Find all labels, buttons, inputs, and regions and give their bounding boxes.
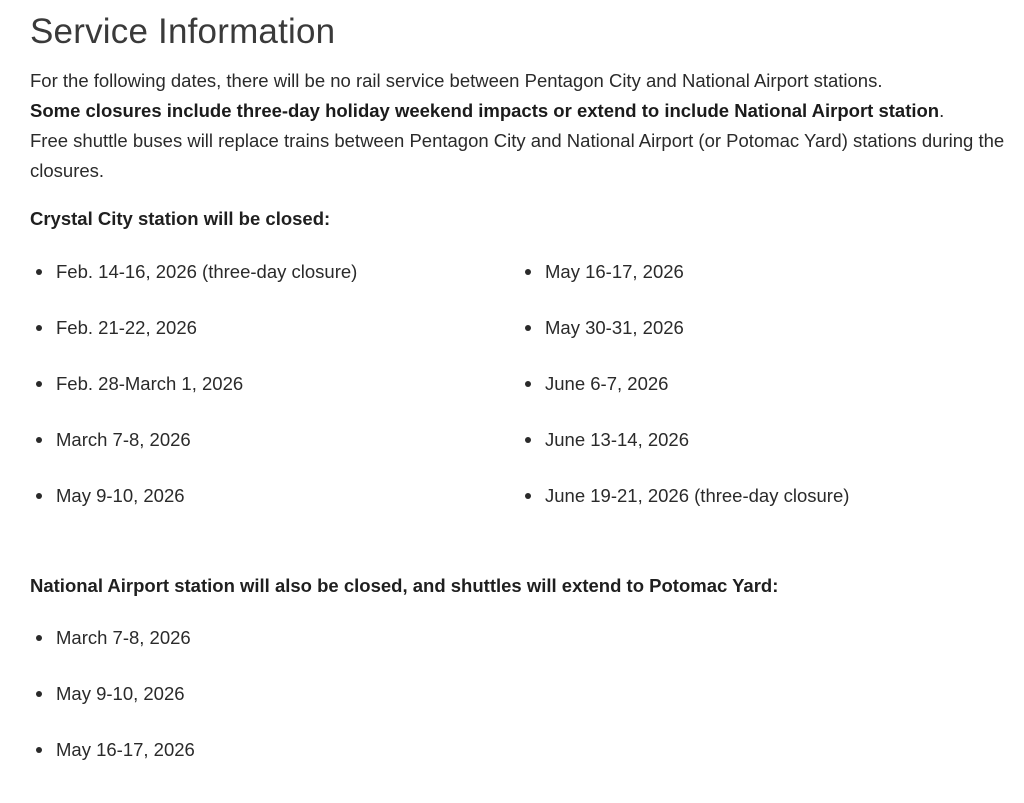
- date-text: May 16-17, 2026: [545, 261, 684, 282]
- bullet-icon: [36, 691, 42, 697]
- crystal-city-dates-right: [519, 260, 849, 540]
- list-item: [519, 428, 849, 484]
- date-text: June 6-7, 2026: [545, 373, 669, 394]
- date-text: Feb. 28-March 1, 2026: [56, 373, 244, 394]
- bullet-icon: [36, 325, 42, 331]
- bullet-icon: [36, 747, 42, 753]
- crystal-city-heading: Crystal City station will be closed:: [30, 208, 331, 229]
- list-item: [30, 738, 195, 794]
- list-item: [519, 316, 849, 372]
- list-item: [519, 260, 849, 316]
- bullet-icon: [525, 493, 531, 499]
- intro-bold-period: .: [939, 100, 945, 121]
- list-item: [519, 372, 849, 428]
- date-text: March 7-8, 2026: [56, 429, 191, 450]
- bullet-icon: [525, 325, 531, 331]
- intro-paragraph: [30, 66, 1015, 186]
- list-item: [30, 484, 357, 540]
- intro-bold-closures: Some closures include three-day holiday weekend impacts or extend to include National Airport station: [30, 100, 940, 121]
- list-item: [30, 260, 357, 316]
- date-text: June 13-14, 2026: [545, 429, 690, 450]
- national-airport-dates: [30, 626, 195, 794]
- bullet-icon: [525, 381, 531, 387]
- list-item: [519, 484, 849, 540]
- bullet-icon: [36, 635, 42, 641]
- date-text: Feb. 21-22, 2026: [56, 317, 197, 338]
- list-item: [30, 682, 195, 738]
- date-text: May 16-17, 2026: [56, 739, 195, 760]
- bullet-icon: [36, 269, 42, 275]
- bullet-icon: [36, 437, 42, 443]
- crystal-city-dates-left: [30, 260, 357, 540]
- bullet-icon: [525, 437, 531, 443]
- intro-line-no-service: For the following dates, there will be no rail service between Pentagon City and National Airport stations.: [30, 70, 883, 91]
- intro-line-shuttles: Free shuttle buses will replace trains between Pentagon City and National Airport (or Potomac Yard) stations during the closures.: [30, 130, 1005, 181]
- date-text: May 30-31, 2026: [545, 317, 684, 338]
- list-item: [30, 626, 195, 682]
- date-text: May 9-10, 2026: [56, 485, 185, 506]
- list-item: [30, 372, 357, 428]
- date-text: June 19-21, 2026 (three-day closure): [545, 485, 850, 506]
- national-airport-heading: National Airport station will also be closed, and shuttles will extend to Potomac Yard:: [30, 575, 779, 596]
- bullet-icon: [525, 269, 531, 275]
- date-text: Feb. 14-16, 2026 (three-day closure): [56, 261, 358, 282]
- page-title: Service Information: [30, 12, 336, 51]
- intro-line-closures: [30, 96, 1015, 126]
- list-item: [30, 428, 357, 484]
- date-text: March 7-8, 2026: [56, 627, 191, 648]
- list-item: [30, 316, 357, 372]
- bullet-icon: [36, 381, 42, 387]
- bullet-icon: [36, 493, 42, 499]
- date-text: May 9-10, 2026: [56, 683, 185, 704]
